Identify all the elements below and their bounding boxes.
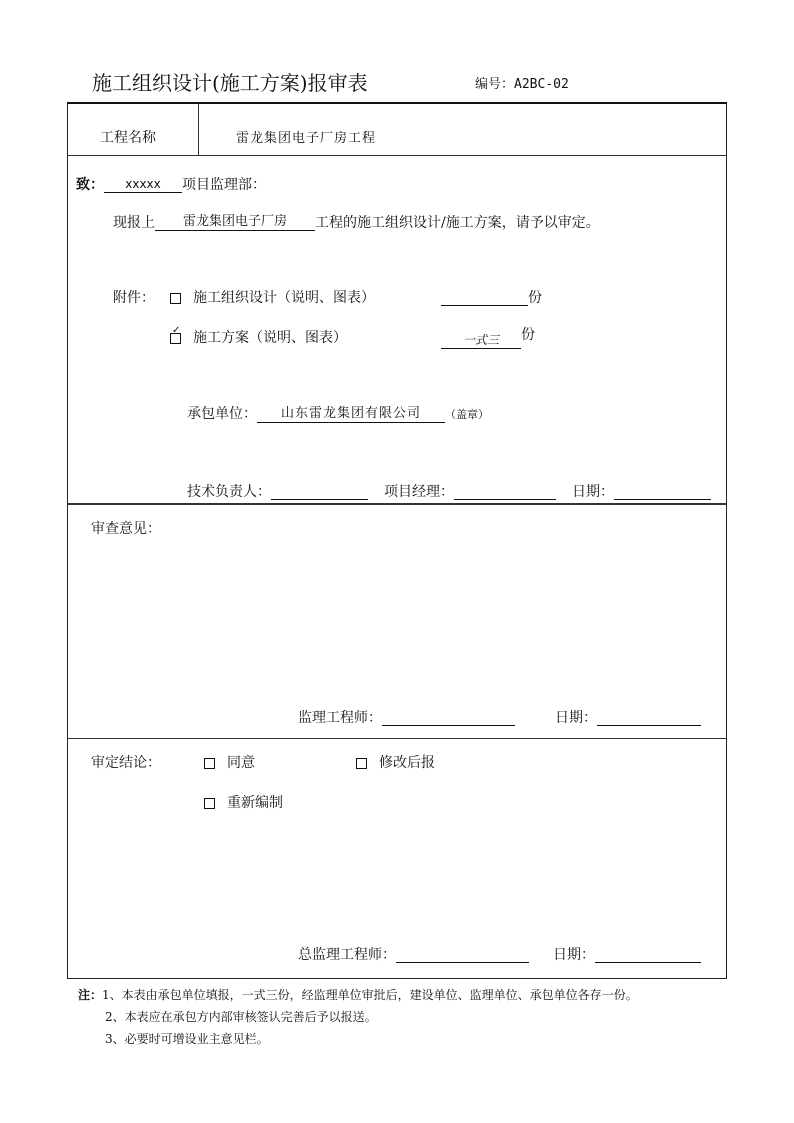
signature-line — [187, 484, 711, 500]
note-3: 3、必要时可增设业主意见栏。 — [105, 1032, 269, 1046]
option-revise[interactable] — [356, 755, 435, 771]
code-label: 编号： — [475, 77, 515, 92]
option-label: 修改后报 — [379, 755, 435, 771]
option-label: 重新编制 — [227, 795, 283, 811]
attachment-item — [170, 290, 375, 306]
checkbox[interactable] — [356, 758, 367, 769]
supervisor-field[interactable] — [382, 710, 515, 726]
supervisor-sign-line — [298, 710, 701, 726]
date-label: 日期： — [555, 710, 597, 726]
code-value: A2BC-02 — [514, 77, 569, 92]
copies-unit: 份 — [528, 290, 542, 306]
date-label: 日期： — [572, 484, 614, 500]
copies-input[interactable] — [441, 290, 528, 306]
project-name-label: 工程名称 — [100, 130, 156, 146]
note-2: 2、本表应在承包方内部审核签认完善后予以报送。 — [105, 1010, 377, 1024]
report-project-field[interactable]: 雷龙集团电子厂房 — [155, 214, 315, 231]
chief-label: 总监理工程师： — [298, 947, 396, 963]
date-field[interactable] — [597, 710, 701, 726]
contractor-line — [187, 406, 489, 423]
attachment-item — [170, 324, 347, 346]
pm-label: 项目经理： — [384, 484, 454, 500]
notes-prefix: 注： — [78, 988, 103, 1002]
addressee-field[interactable]: xxxxx — [104, 176, 182, 193]
form-code — [475, 77, 569, 93]
note-text: 1、本表由承包单位填报，一式三份，经监理单位审批后，建设单位、监理单位、承包单位各存一份。 — [102, 988, 638, 1002]
project-name-value: 雷龙集团电子厂房工程 — [236, 131, 377, 146]
seal-label: （盖章） — [445, 408, 489, 421]
note-1 — [78, 987, 638, 1003]
checkmark-icon: ✓ — [172, 324, 181, 336]
checkbox-checked[interactable] — [170, 324, 181, 344]
date-field[interactable] — [595, 947, 701, 963]
option-redo[interactable] — [204, 795, 283, 811]
divider — [198, 104, 199, 155]
checkbox[interactable] — [204, 758, 215, 769]
contractor-field[interactable]: 山东雷龙集团有限公司 — [257, 406, 445, 423]
contractor-label: 承包单位： — [187, 406, 257, 422]
supervisor-label: 监理工程师： — [298, 710, 382, 726]
report-suffix: 工程的施工组织设计/施工方案，请予以审定。 — [315, 215, 600, 231]
divider — [67, 738, 726, 739]
divider — [67, 155, 726, 156]
review-label: 审查意见： — [91, 521, 161, 537]
chief-field[interactable] — [396, 947, 529, 963]
attachments-label: 附件： — [113, 290, 155, 306]
attachment-label: 施工组织设计（说明、图表） — [193, 290, 375, 306]
to-label: 致： — [76, 177, 104, 193]
report-line — [113, 214, 600, 231]
copies-field — [441, 327, 535, 349]
date-label: 日期： — [553, 947, 595, 963]
pm-field[interactable] — [454, 484, 556, 500]
addressee-line — [76, 176, 266, 193]
copies-unit: 份 — [521, 327, 535, 343]
attachment-label: 施工方案（说明、图表） — [193, 330, 347, 346]
divider — [67, 503, 726, 505]
tech-lead-field[interactable] — [271, 484, 368, 500]
tech-lead-label: 技术负责人： — [187, 484, 271, 500]
form-title: 施工组织设计(施工方案)报审表 — [92, 71, 368, 95]
copies-field — [441, 290, 542, 306]
conclusion-label: 审定结论： — [91, 755, 161, 771]
addressee-suffix: 项目监理部： — [182, 177, 266, 193]
date-field[interactable] — [614, 484, 711, 500]
checkbox[interactable] — [204, 798, 215, 809]
report-prefix: 现报上 — [113, 215, 155, 231]
option-label: 同意 — [227, 755, 255, 771]
form-table — [67, 102, 727, 979]
option-agree[interactable] — [204, 755, 255, 771]
chief-sign-line — [298, 947, 701, 963]
copies-input[interactable]: 一式三 — [441, 332, 521, 349]
checkbox[interactable] — [170, 293, 181, 304]
